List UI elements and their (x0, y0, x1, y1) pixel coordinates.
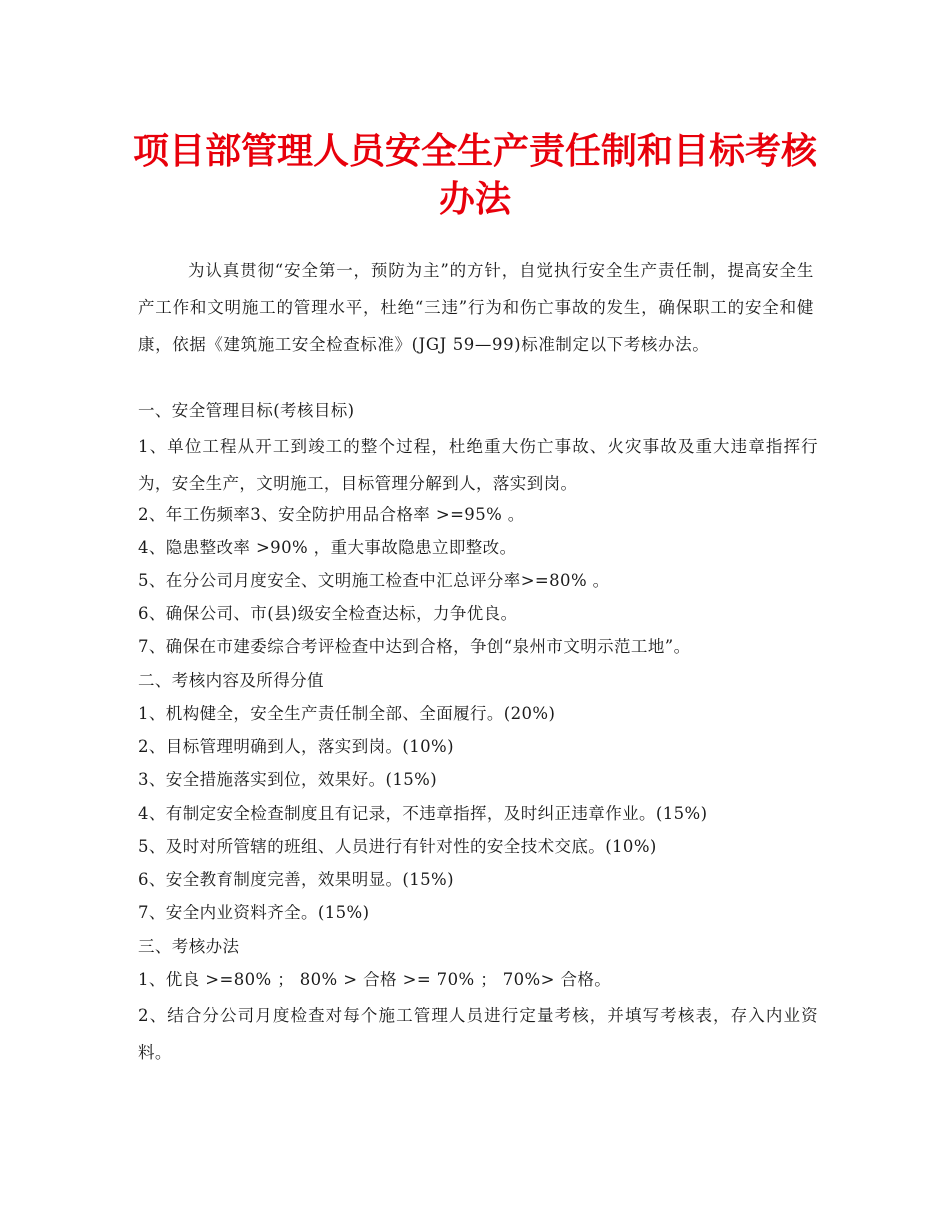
section2-item-4: 4、有制定安全检查制度且有记录，不违章指挥，及时纠正违章作业。(15%) (138, 804, 708, 823)
section3-item-2: 2、结合分公司月度检查对每个施工管理人员进行定量考核，并填写考核表，存入内业资料。 (138, 1006, 818, 1062)
section3-heading: 三、考核办法 (138, 937, 240, 956)
section1-item-4: 5、在分公司月度安全、文明施工检查中汇总评分率>=80% 。 (138, 571, 610, 590)
intro-paragraph: 为认真贯彻“安全第一，预防为主”的方针，自觉执行安全生产责任制，提高安全生产工作和文明施工的管理水平，杜绝“三违”行为和伤亡事故的发生，确保职工的安全和健康，依据《建筑施工安全检查标准》(JGJ 59—99)标准制定以下考核办法。 (138, 261, 814, 354)
section1-item-6: 7、确保在市建委综合考评检查中达到合格，争创“泉州市文明示范工地”。 (138, 637, 691, 656)
section2-item-3: 3、安全措施落实到位，效果好。(15%) (138, 770, 438, 789)
section1-item-2: 2、年工伤频率3、安全防护用品合格率 >=95% 。 (138, 505, 525, 524)
section2-item-1: 1、机构健全，安全生产责任制全部、全面履行。(20%) (138, 704, 556, 723)
section1-heading: 一、安全管理目标(考核目标) (138, 401, 355, 420)
section2-heading: 二、考核内容及所得分值 (138, 671, 324, 690)
section2-item-2: 2、目标管理明确到人，落实到岗。(10%) (138, 737, 454, 756)
section2-item-7: 7、安全内业资料齐全。(15%) (138, 903, 370, 922)
section1-item-1: 1、单位工程从开工到竣工的整个过程，杜绝重大伤亡事故、火灾事故及重大违章指挥行为，安全生产，文明施工，目标管理分解到人，落实到岗。 (138, 437, 818, 493)
document-title: 项目部管理人员安全生产责任制和目标考核办法 (132, 131, 817, 220)
section1-item-3: 4、隐患整改率 >90% ，重大事故隐患立即整改。 (138, 538, 517, 557)
section2-item-6: 6、安全教育制度完善，效果明显。(15%) (138, 870, 454, 889)
section1-item-5: 6、确保公司、市(县)级安全检查达标，力争优良。 (138, 604, 518, 623)
section2-item-5: 5、及时对所管辖的班组、人员进行有针对性的安全技术交底。(10%) (138, 837, 657, 856)
section3-item-1: 1、优良 >=80% ； 80% > 合格 >= 70% ； 70%> 合格。 (138, 970, 612, 989)
